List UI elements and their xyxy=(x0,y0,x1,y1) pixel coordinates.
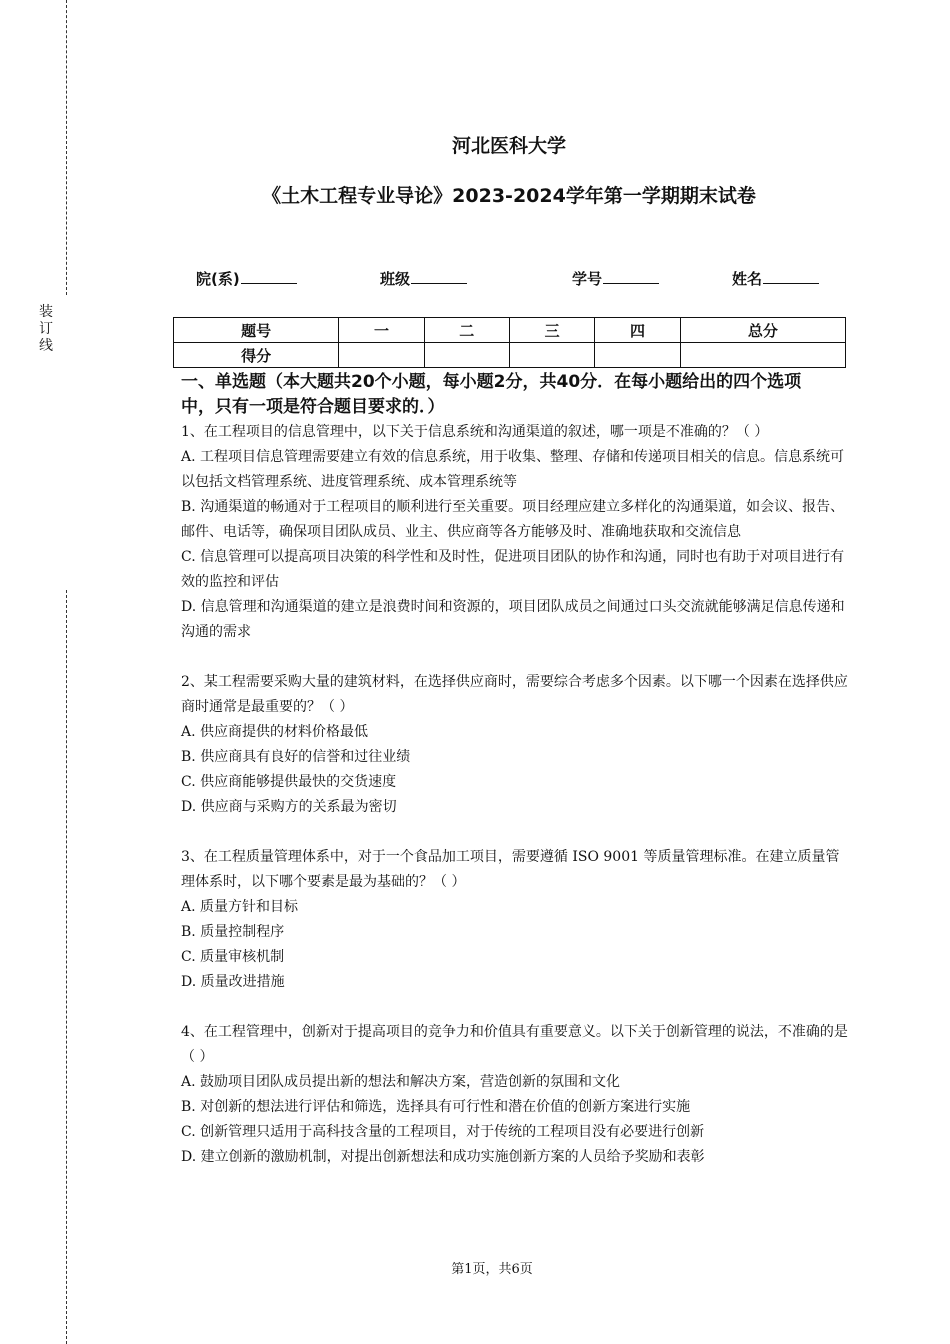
question-option: A. 工程项目信息管理需要建立有效的信息系统，用于收集、整理、存储和传递项目相关的信息。信息系统可以包括文档管理系统、进度管理系统、成本管理系统等 xyxy=(181,449,845,490)
student-id-field[interactable] xyxy=(572,268,659,289)
question-4 xyxy=(181,1020,853,1170)
score-table-header-cell: 三 xyxy=(509,318,594,343)
question-option: D. 质量改进措施 xyxy=(181,974,285,990)
score-cell[interactable] xyxy=(424,343,509,368)
score-row-label: 得分 xyxy=(174,343,339,368)
question-option: A. 质量方针和目标 xyxy=(181,899,299,915)
university-name: 河北医科大学 xyxy=(451,135,566,157)
question-option: C. 供应商能够提供最快的交货速度 xyxy=(181,774,397,790)
score-cell[interactable] xyxy=(509,343,594,368)
binding-label: 装订线 xyxy=(39,304,53,354)
question-option: D. 供应商与采购方的关系最为密切 xyxy=(181,799,397,815)
score-cell[interactable] xyxy=(680,343,845,368)
score-table-header-cell: 四 xyxy=(595,318,680,343)
score-table-header-cell: 题号 xyxy=(174,318,339,343)
class-field[interactable] xyxy=(380,268,467,289)
department-blank[interactable] xyxy=(241,269,297,284)
question-option: A. 供应商提供的材料价格最低 xyxy=(181,724,369,740)
score-table-header-cell: 二 xyxy=(424,318,509,343)
question-option: D. 建立创新的激励机制，对提出创新想法和成功实施创新方案的人员给予奖励和表彰 xyxy=(181,1149,705,1165)
question-option: B. 沟通渠道的畅通对于工程项目的顺利进行至关重要。项目经理应建立多样化的沟通渠道，如会议、报告、邮件、电话等，确保项目团队成员、业主、供应商等各方能够及时、准确地获取和交流信息 xyxy=(181,499,845,540)
question-1 xyxy=(181,420,853,645)
score-table xyxy=(173,317,846,368)
page-footer: 第1页，共6页 xyxy=(451,1262,533,1277)
score-table-header-cell: 一 xyxy=(339,318,424,343)
class-label: 班级 xyxy=(380,270,411,288)
question-option: A. 鼓励项目团队成员提出新的想法和解决方案，营造创新的氛围和文化 xyxy=(181,1074,621,1090)
question-stem: 4、在工程管理中，创新对于提高项目的竞争力和价值具有重要意义。以下关于创新管理的说法，不准确的是（ ） xyxy=(181,1024,848,1065)
question-option: C. 信息管理可以提高项目决策的科学性和及时性，促进项目团队的协作和沟通，同时也有助于对项目进行有效的监控和评估 xyxy=(181,549,845,590)
department-field[interactable] xyxy=(196,268,297,289)
name-field[interactable] xyxy=(732,268,819,289)
score-table-header-row xyxy=(174,318,846,343)
question-option: B. 对创新的想法进行评估和筛选，选择具有可行性和潜在价值的创新方案进行实施 xyxy=(181,1099,691,1115)
question-option: B. 供应商具有良好的信誉和过往业绩 xyxy=(181,749,411,765)
score-cell[interactable] xyxy=(339,343,424,368)
student-id-label: 学号 xyxy=(572,270,603,288)
department-label: 院(系) xyxy=(196,270,240,288)
binding-dashed-line-bottom xyxy=(66,590,67,1344)
exam-title: 《土木工程专业导论》2023-2024学年第一学期期末试卷 xyxy=(262,185,756,207)
question-stem: 3、在工程质量管理体系中，对于一个食品加工项目，需要遵循 ISO 9001 等质量管理标准。在建立质量管理体系时，以下哪个要素是最为基础的？（ ） xyxy=(181,849,840,890)
question-option: D. 信息管理和沟通渠道的建立是浪费时间和资源的，项目团队成员之间通过口头交流就能够满足信息传递和沟通的需求 xyxy=(181,599,845,640)
question-stem: 2、某工程需要采购大量的建筑材料，在选择供应商时，需要综合考虑多个因素。以下哪一个因素在选择供应商时通常是最重要的？（ ） xyxy=(181,674,848,715)
question-2 xyxy=(181,670,853,820)
score-table-score-row xyxy=(174,343,846,368)
class-blank[interactable] xyxy=(411,269,467,284)
question-option: C. 创新管理只适用于高科技含量的工程项目，对于传统的工程项目没有必要进行创新 xyxy=(181,1124,705,1140)
name-blank[interactable] xyxy=(763,269,819,284)
question-option: C. 质量审核机制 xyxy=(181,949,285,965)
score-table-header-cell: 总分 xyxy=(680,318,845,343)
questions-list xyxy=(181,420,853,1195)
section-1-title: 一、单选题（本大题共20个小题，每小题2分，共40分．在每小题给出的四个选项中，只有一项是符合题目要求的．） xyxy=(181,372,802,417)
name-label: 姓名 xyxy=(732,270,763,288)
score-cell[interactable] xyxy=(595,343,680,368)
question-stem: 1、在工程项目的信息管理中，以下关于信息系统和沟通渠道的叙述，哪一项是不准确的？（ ） xyxy=(181,424,769,440)
question-option: B. 质量控制程序 xyxy=(181,924,285,940)
student-id-blank[interactable] xyxy=(603,269,659,284)
question-3 xyxy=(181,845,853,995)
